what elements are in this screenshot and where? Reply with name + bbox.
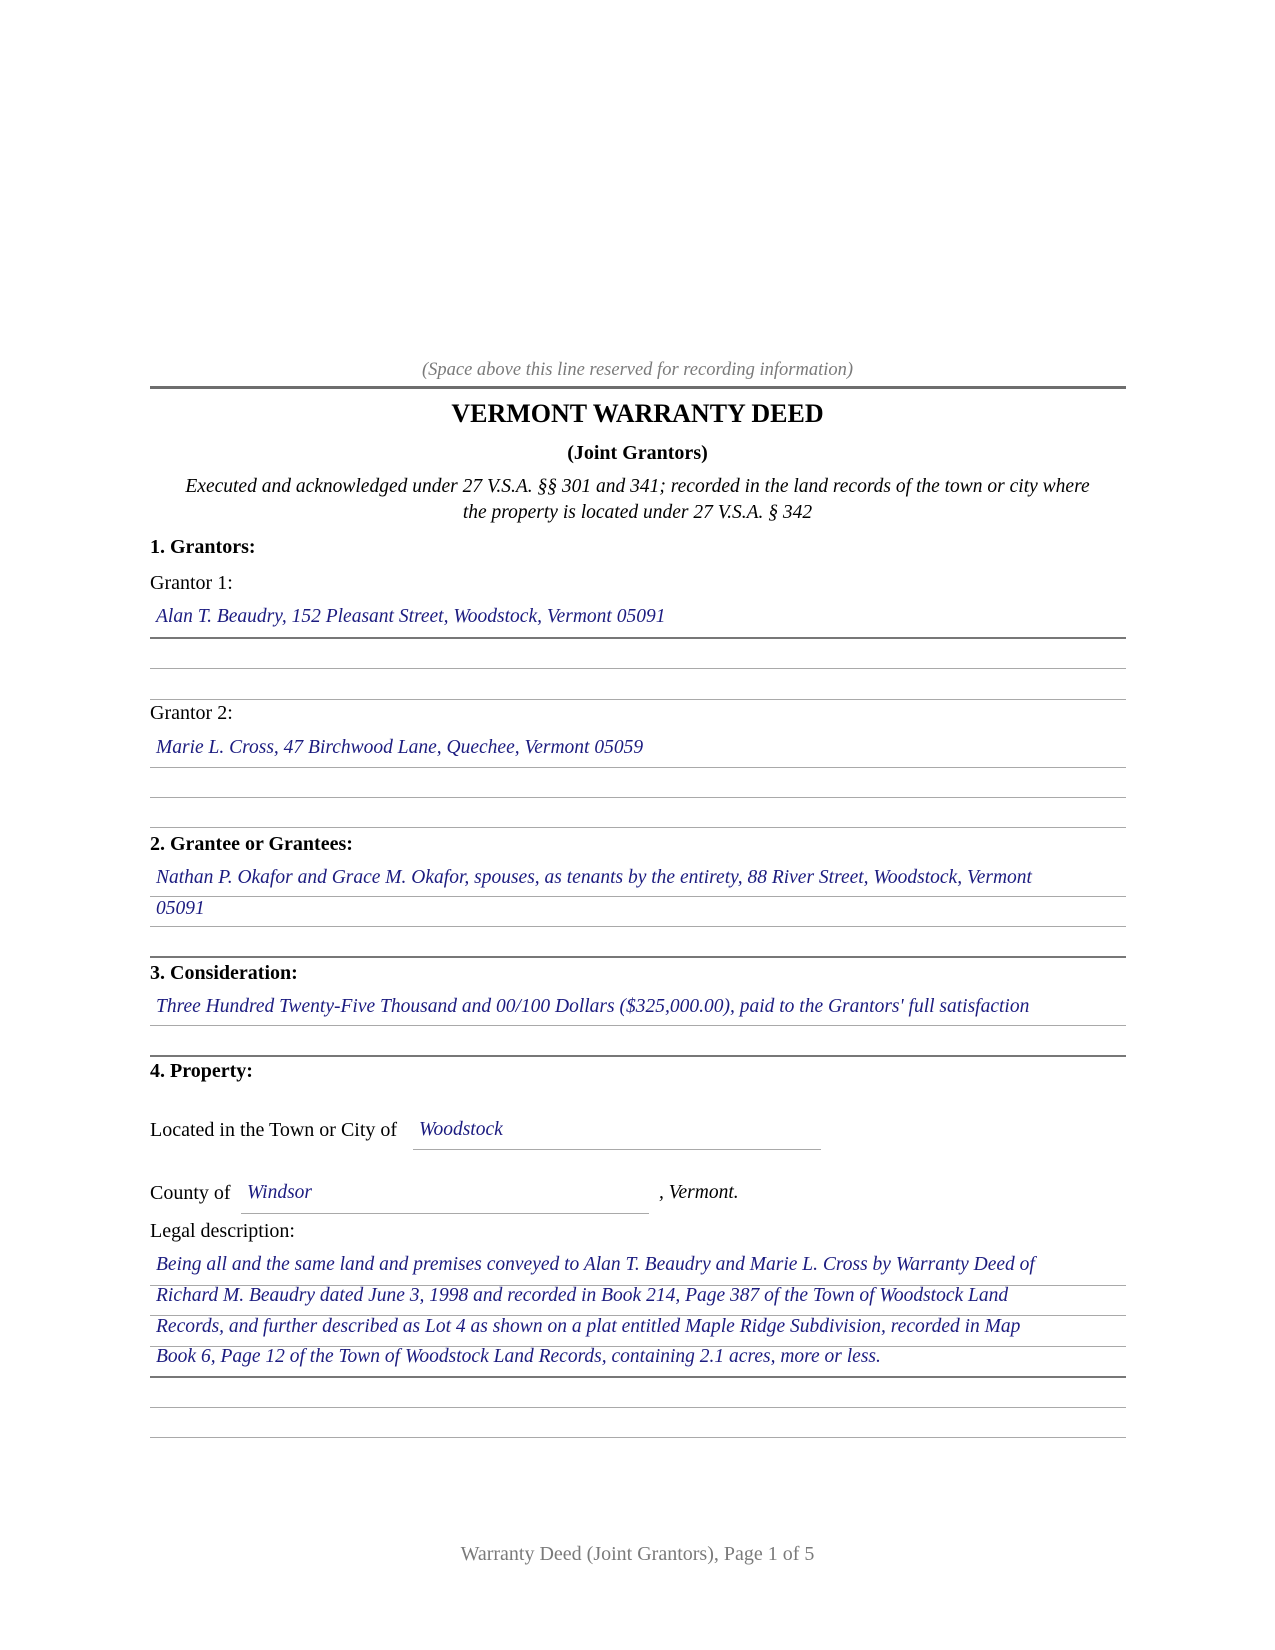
legal-description-line[interactable]: Records, and further described as Lot 4 as shown on a plat entitled Maple Ridge Subdivision, recorded in Map	[156, 1316, 1021, 1337]
grantor-2-line	[150, 767, 1126, 768]
town-line	[413, 1149, 821, 1150]
grantor-2-blank-line[interactable]	[150, 797, 1126, 798]
consideration-heading: 3. Consideration:	[150, 962, 298, 984]
legal-description-blank-line[interactable]	[150, 1437, 1126, 1438]
execution-note-line-2: the property is located under 27 V.S.A. § 342	[462, 502, 813, 523]
grantor-2-label: Grantor 2:	[150, 702, 233, 724]
grantor-1-label: Grantor 1:	[150, 572, 233, 594]
county-state-suffix: , Vermont.	[659, 1182, 739, 1203]
town-field[interactable]: Woodstock	[419, 1119, 503, 1140]
consideration-line	[150, 1025, 1126, 1026]
grantees-field-line-1[interactable]: Nathan P. Okafor and Grace M. Okafor, spouses, as tenants by the entirety, 88 River Street, Woodstock, Vermont	[156, 867, 1032, 888]
grantees-field-line-2[interactable]: 05091	[156, 898, 205, 919]
grantor-1-field[interactable]: Alan T. Beaudry, 152 Pleasant Street, Woodstock, Vermont 05091	[156, 606, 666, 627]
legal-description-line[interactable]: Being all and the same land and premises conveyed to Alan T. Beaudry and Marie L. Cross by Warranty Deed of	[156, 1254, 1035, 1275]
grantees-line	[150, 896, 1126, 897]
county-field[interactable]: Windsor	[247, 1182, 313, 1203]
execution-note-line-1: Executed and acknowledged under 27 V.S.A. §§ 301 and 341; recorded in the land records of the town or city where	[185, 476, 1090, 497]
grantors-heading: 1. Grantors:	[150, 536, 256, 558]
grantor-1-line	[150, 637, 1126, 639]
legal-description-line[interactable]: Richard M. Beaudry dated June 3, 1998 and recorded in Book 214, Page 387 of the Town of Woodstock Land	[156, 1285, 1009, 1306]
legal-description-line[interactable]: Book 6, Page 12 of the Town of Woodstock Land Records, containing 2.1 acres, more or less.	[156, 1346, 881, 1367]
grantor-2-field[interactable]: Marie L. Cross, 47 Birchwood Lane, Quechee, Vermont 05059	[156, 737, 644, 758]
legal-description-blank-line[interactable]	[150, 1407, 1126, 1408]
legal-description-rule	[150, 1376, 1126, 1378]
grantees-line	[150, 926, 1126, 927]
grantees-blank-line[interactable]	[150, 956, 1126, 958]
document-subtitle: (Joint Grantors)	[567, 442, 708, 464]
grantees-heading: 2. Grantee or Grantees:	[150, 833, 353, 855]
legal-description-label: Legal description:	[150, 1220, 295, 1242]
execution-note	[150, 474, 1125, 526]
consideration-field[interactable]: Three Hundred Twenty-Five Thousand and 00/100 Dollars ($325,000.00), paid to the Grantors' full satisfaction	[156, 996, 1030, 1017]
property-heading: 4. Property:	[150, 1060, 253, 1082]
county-label: County of	[150, 1182, 231, 1204]
county-line	[241, 1213, 649, 1214]
consideration-blank-line[interactable]	[150, 1055, 1126, 1057]
recording-space-divider	[150, 386, 1126, 389]
grantor-1-blank-line[interactable]	[150, 699, 1126, 700]
grantor-1-blank-line[interactable]	[150, 668, 1126, 669]
grantor-2-blank-line[interactable]	[150, 827, 1126, 828]
document-title: VERMONT WARRANTY DEED	[451, 399, 824, 428]
recording-space-note: (Space above this line reserved for recording information)	[421, 360, 854, 380]
page-footer: Warranty Deed (Joint Grantors), Page 1 of 5	[460, 1543, 815, 1565]
town-label: Located in the Town or City of	[150, 1119, 398, 1141]
